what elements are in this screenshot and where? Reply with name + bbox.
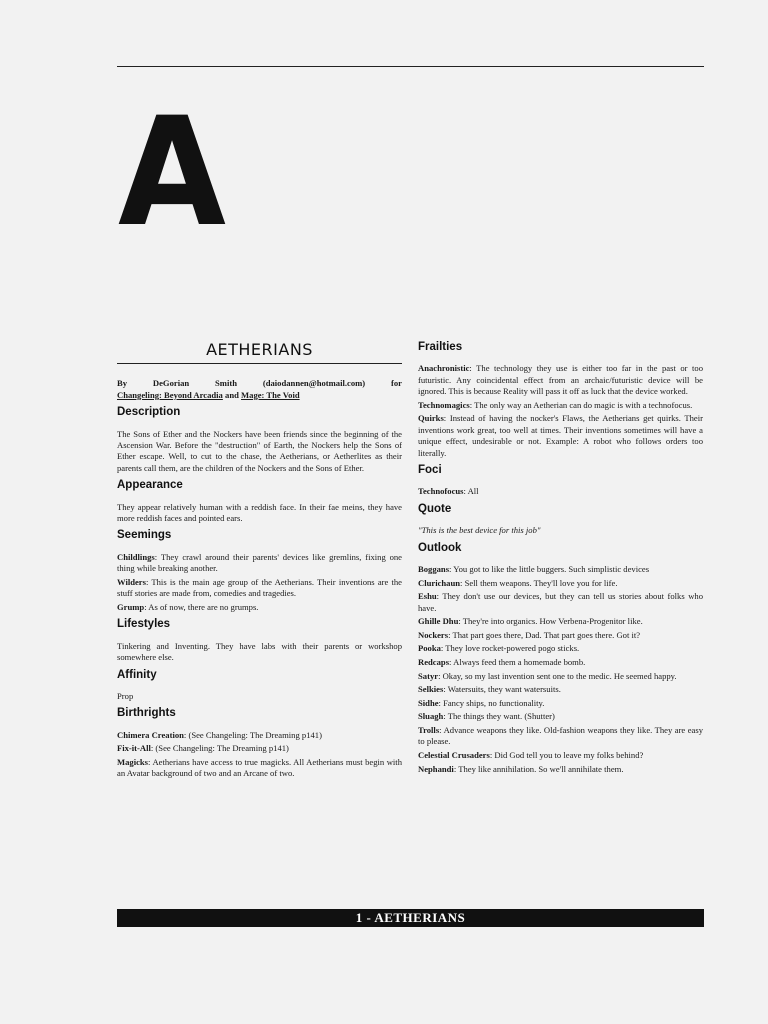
foci-item [418,486,703,497]
outlook-item [418,671,703,682]
outlook-term: Ghille Dhu [418,616,459,627]
seeming-text: : They crawl around their parents' devices like gremlins, fixing one thing while breaking another. [117,551,402,574]
birthright-text: : (See Changeling: The Dreaming p141) [150,743,289,754]
birthright-item [117,757,402,780]
outlook-term: Boggans [418,564,450,575]
outlook-item [418,764,703,775]
book-link-changeling[interactable]: Changeling: Beyond Arcadia [117,389,223,400]
page-footer-bar: 1 - AETHERIANS [117,909,704,927]
drop-letter: A [118,86,223,260]
outlook-item [418,657,703,668]
outlook-text: : They love rocket-powered pogo sticks. [440,643,580,654]
outlook-text: : Always feed them a homemade bomb. [449,657,586,668]
frailty-text: : The technology they use is either too far in the past or too futuristic. Any coincidental effect from an archaic/futuristic device will be ignored. This is because Reality will pass it off as luck that the device worked. [418,363,703,397]
outlook-item [418,750,703,761]
outlook-term: Selkies [418,684,444,695]
outlook-term: Celestial Crusaders [418,750,490,760]
heading-description: Description [117,406,181,419]
seeming-text: : As of now, there are no grumps. [144,601,259,612]
frailty-term: Quirks [418,413,444,424]
byline-and: and [225,389,239,400]
outlook-item [418,630,703,641]
description-text: The Sons of Ether and the Nockers have been friends since the beginning of the Ascension War. Before the "destruction" of Earth, the Nockers help the Sons of Ether escape. Well, to cut to the chase, the Aetherians, or Aetherlites as their parents call them, are the children of the Nockers and the Sons of Ether. [117,428,402,473]
heading-outlook: Outlook [418,541,462,554]
heading-affinity: Affinity [117,668,157,681]
outlook-item [418,643,703,654]
byline-author-first: DeGorian [152,378,190,389]
outlook-item [418,591,703,614]
birthright-term: Fix-it-All [117,743,151,754]
foci-text: : All [463,486,479,497]
book-link-mage[interactable]: Mage: The Void [241,389,300,400]
outlook-text: : Okay, so my last invention sent one to the medic. He seemed happy. [438,670,677,681]
seeming-item [117,602,402,613]
page-title: AETHERIANS [117,344,402,364]
appearance-text: They appear relatively human with a reddish face. In their fae meins, they have more reddish faces and pointed ears. [117,501,402,524]
seeming-item [117,552,402,575]
lifestyles-text: Tinkering and Inventing. They have labs with their parents or workshop somewhere else. [117,640,402,663]
frailty-text: : Instead of having the nocker's Flaws, the Aetherians get quirks. Their inventions work great, too well at times. Their inventions sometimes will have a unique effect, undesirable or not. Example: A robot who follows orders too literally. [418,413,703,458]
outlook-text: : That part goes there, Dad. That part goes there. Got it? [448,629,641,640]
outlook-item [418,564,703,575]
outlook-item [418,711,703,722]
left-column [117,340,402,782]
outlook-text: : You got to like the little buggers. Such simplistic devices [449,564,650,575]
outlook-text: : Advance weapons they like. Old-fashion weapons they like. They are easy to please. [418,725,703,747]
birthright-item [117,730,402,741]
birthright-term: Magicks [117,756,149,767]
outlook-item [418,725,703,748]
heading-seemings: Seemings [117,529,172,542]
frailty-text: : The only way an Aetherian can do magic is with a technofocus. [469,399,693,410]
outlook-text: : They're into organics. How Verbena-Progenitor like. [458,616,643,627]
outlook-term: Nephandi [418,763,454,774]
outlook-term: Trolls [418,725,440,735]
outlook-term: Sluagh [418,711,444,722]
heading-birthrights: Birthrights [117,707,176,720]
frailty-term: Anachronistic [418,363,470,374]
outlook-term: Nockers [418,629,449,640]
outlook-text: : They don't use our devices, but they can tell us stories about folks who have. [418,591,703,613]
heading-frailties: Frailties [418,341,463,353]
heading-foci: Foci [418,464,442,477]
outlook-item [418,684,703,695]
outlook-term: Satyr [418,670,439,681]
seeming-term: Grump [117,601,145,612]
birthright-item [117,743,402,754]
outlook-text: : Did God tell you to leave my folks behind? [489,750,644,760]
frailty-item [418,413,703,459]
outlook-text: : Watersuits, they want watersuits. [443,684,561,695]
birthright-text: : Aetherians have access to true magicks. All Aetherians must begin with an Avatar background of two and an Arcane of two. [117,756,402,779]
affinity-text: Prop [117,690,134,701]
outlook-term: Sidhe [418,697,439,708]
right-column [418,342,703,777]
heading-quote: Quote [418,502,452,515]
heading-lifestyles: Lifestyles [117,618,171,631]
frailty-term: Technomagics [418,399,470,410]
quote-text: "This is the best device for this job" [418,525,541,536]
foci-term: Technofocus [418,486,464,497]
byline-for: for [391,378,402,389]
birthright-text: : (See Changeling: The Dreaming p141) [183,729,322,740]
heading-appearance: Appearance [117,479,183,492]
seeming-term: Childlings [117,551,155,562]
byline-email: (daiodannen@hotmail.com) [262,378,366,389]
outlook-term: Clurichaun [418,577,461,588]
outlook-text: : They like annihilation. So we'll annihilate them. [453,763,624,774]
top-divider [117,66,704,67]
outlook-term: Redcaps [418,657,450,668]
outlook-item [418,698,703,709]
seeming-text: : This is the main age group of the Aetherians. Their inventions are the stuff stories are made from, comedies and tragedies. [117,576,402,599]
frailty-item [418,400,703,411]
outlook-text: : Sell them weapons. They'll love you for life. [460,577,618,588]
birthright-term: Chimera Creation [117,729,184,740]
byline [117,378,402,401]
outlook-item [418,578,703,589]
outlook-text: : Fancy ships, no functionality. [438,697,545,708]
byline-by: By [117,378,128,389]
seeming-item [117,577,402,600]
outlook-term: Eshu [418,591,437,602]
outlook-text: : The things they want. (Shutter) [443,711,555,722]
seeming-term: Wilders [117,576,146,587]
outlook-term: Pooka [418,643,441,654]
byline-author-last: Smith [215,378,237,389]
outlook-item [418,616,703,627]
frailty-item [418,363,703,397]
